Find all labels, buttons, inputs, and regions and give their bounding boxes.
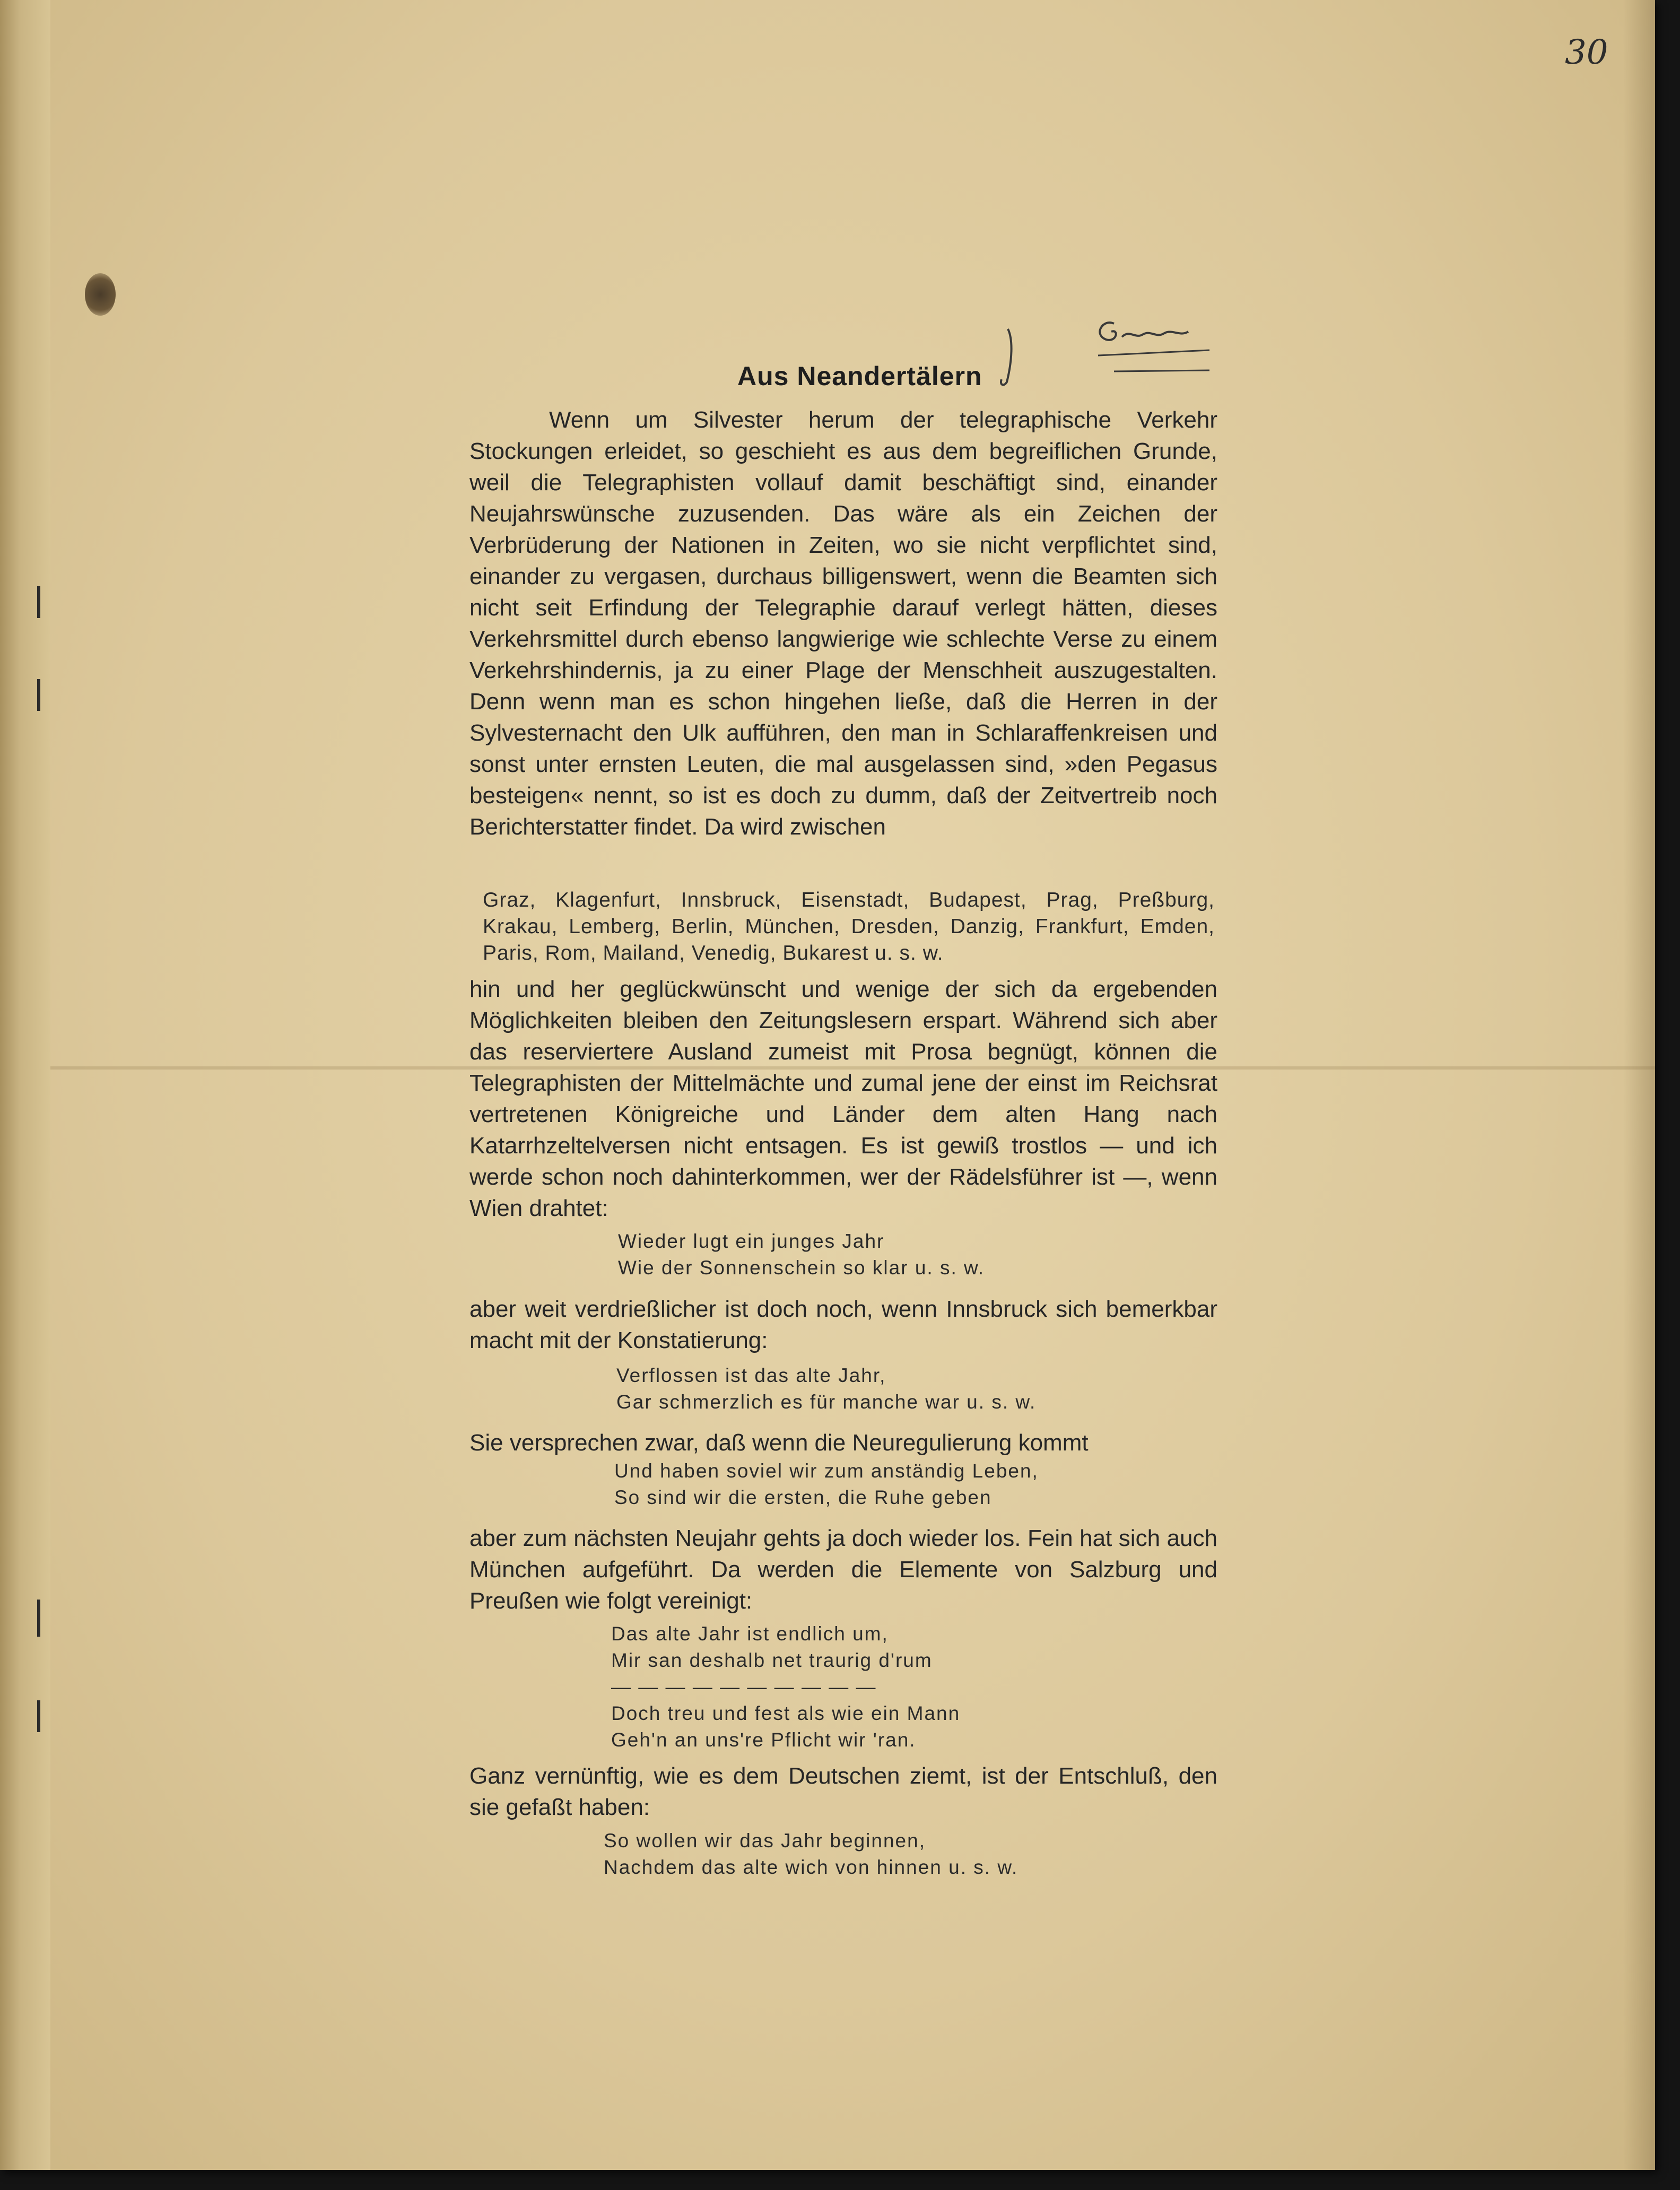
page-number: 30 bbox=[1565, 33, 1608, 72]
ink-stain bbox=[85, 273, 116, 316]
verse-line: Wieder lugt ein junges Jahr bbox=[618, 1230, 885, 1252]
binding-edge bbox=[0, 0, 50, 2170]
paragraph-2 bbox=[469, 974, 1217, 1224]
verse-german bbox=[604, 1828, 1018, 1881]
verse-line: Das alte Jahr ist endlich um, bbox=[611, 1623, 889, 1645]
city-list: Graz, Klagenfurt, Innsbruck, Eisenstadt, Budapest, Prag, Preßburg, Krakau, Lemberg, Berlin, München, Dresden, Danzig, Frankfurt, Emden, Paris, Rom, Mailand, Venedig, Bukarest u. s. w. bbox=[483, 889, 1215, 964]
spine-mark bbox=[37, 1600, 40, 1637]
verse-line: Nachdem das alte wich von hinnen u. s. w. bbox=[604, 1856, 1019, 1878]
paragraph-text: hin und her geglückwünscht und wenige der sich da ergebenden Möglichkeiten bleiben den Zeitungslesern erspart. Während sich aber das reserviertere Ausland zumeist mit Prosa begnügt, können die Telegraphisten der Mittelmächte und zumal jene der einst im Reichsrat vertretenen Königreiche und Länder dem alten Hang nach Katarrhzeltelversen nicht entsagen. Es ist gewiß trostlos — und ich werde schon noch dahinterkommen, wer der Rädelsführer ist —, wenn Wien drahtet: bbox=[469, 976, 1217, 1221]
verse-innsbruck bbox=[616, 1362, 1036, 1415]
verse-vienna bbox=[618, 1228, 985, 1281]
paragraph-text: Sie versprechen zwar, daß wenn die Neuregulierung kommt bbox=[469, 1430, 1089, 1456]
spine-mark bbox=[37, 586, 40, 618]
paragraph-1 bbox=[469, 404, 1217, 842]
paragraph-text: aber weit verdrießlicher ist doch noch, wenn Innsbruck sich bemerkbar macht mit der Konstatierung: bbox=[469, 1296, 1217, 1353]
spine-mark bbox=[37, 679, 40, 711]
paragraph-5 bbox=[469, 1523, 1217, 1617]
verse-line: Geh'n an uns're Pflicht wir 'ran. bbox=[611, 1729, 916, 1751]
verse-separator: — — — — — — — — — — bbox=[611, 1676, 877, 1698]
verse-line: So wollen wir das Jahr beginnen, bbox=[604, 1830, 926, 1852]
verse-line: So sind wir die ersten, die Ruhe geben bbox=[614, 1487, 992, 1508]
article-title: Aus Neandertälern bbox=[737, 361, 982, 391]
verse-regulation bbox=[614, 1458, 1039, 1511]
spine-mark bbox=[37, 1700, 40, 1732]
paragraph-3 bbox=[469, 1293, 1217, 1356]
paragraph-4 bbox=[469, 1427, 1217, 1458]
verse-line: Und haben soviel wir zum anständig Leben, bbox=[614, 1460, 1039, 1482]
paragraph-text: Wenn um Silvester herum der telegraphische Verkehr Stockungen erleidet, so geschieht es aus dem begreiflichen Grunde, weil die Telegraphisten vollauf damit beschäftigt sind, einander Neujahrswünsche zuzusenden. Das wäre als ein Zeichen der Verbrüderung der Nationen in Zeiten, wo sie nicht verpflichtet sind, einander zu vergasen, durchaus billigenswert, wenn die Beamten sich nicht seit Erfindung der Telegraphie darauf verlegt hätten, dieses Verkehrsmittel durch ebenso langwierige wie schlechte Verse zu einem Verkehrshindernis, ja zu einer Plage der Menschheit auszugestalten. Denn wenn man es schon hingehen ließe, daß die Herren in der Sylvesternacht den Ulk aufführen, den man in Schlaraffenkreisen und sonst unter ernsten Leuten, die mal ausgelassen sind, »den Pegasus besteigen« nennt, so ist es doch zu dumm, daß der Zeitvertreib noch Berichterstatter findet. Da wird zwischen bbox=[469, 407, 1217, 840]
verse-line: Wie der Sonnenschein so klar u. s. w. bbox=[618, 1257, 985, 1279]
verse-line: Gar schmerzlich es für manche war u. s. w. bbox=[616, 1391, 1037, 1413]
verse-line: Doch treu und fest als wie ein Mann bbox=[611, 1702, 961, 1724]
verse-munich bbox=[611, 1621, 960, 1753]
verse-line: Verflossen ist das alte Jahr, bbox=[616, 1365, 886, 1386]
page-edge-shadow bbox=[1623, 0, 1655, 2170]
paragraph-text: Ganz vernünftig, wie es dem Deutschen ziemt, ist der Entschluß, den sie gefaßt haben: bbox=[469, 1763, 1217, 1820]
paragraph-6 bbox=[469, 1760, 1217, 1823]
verse-line: Mir san deshalb net traurig d'rum bbox=[611, 1649, 933, 1671]
paragraph-text: aber zum nächsten Neujahr gehts ja doch wieder los. Fein hat sich auch München aufgeführt. Da werden die Elemente von Salzburg und Preußen wie folgt vereinigt: bbox=[469, 1525, 1217, 1614]
handwritten-annotation bbox=[997, 308, 1241, 393]
